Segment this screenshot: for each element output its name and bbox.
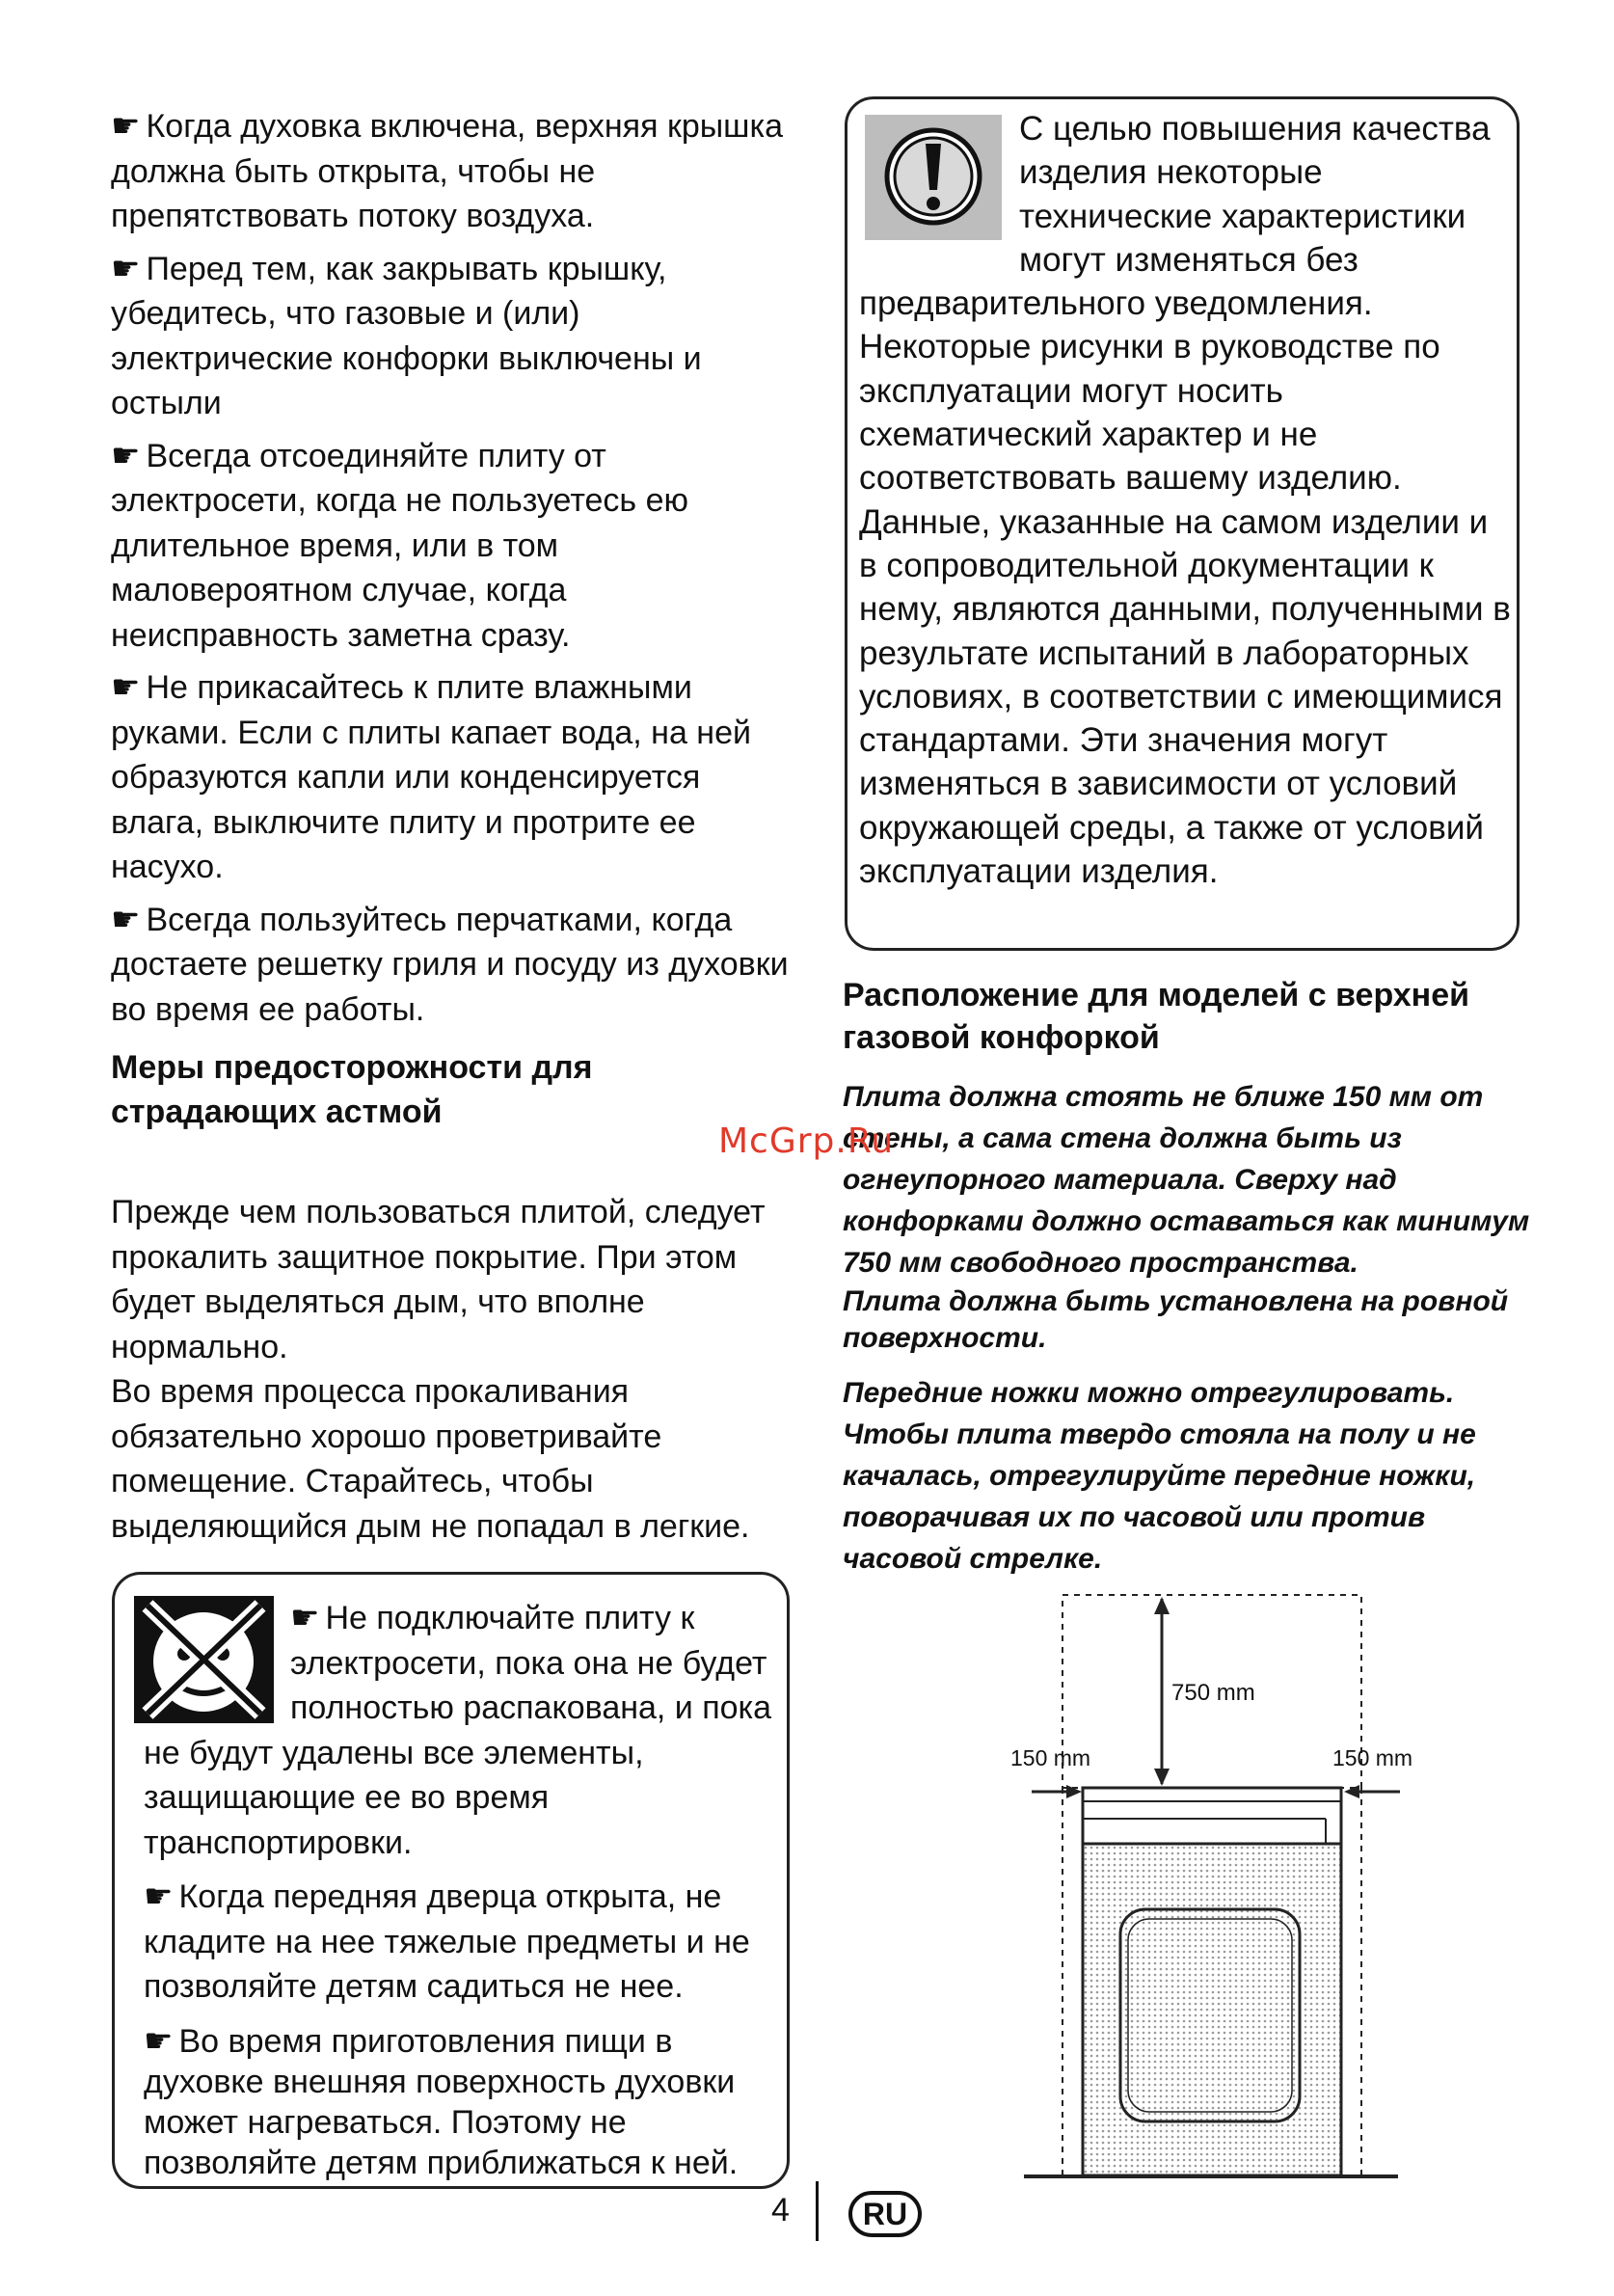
placement-heading: Расположение для моделей с верхней газовой конфоркой — [843, 977, 1470, 1056]
warning-bullet: ☛ Во время приготовления пищи в духовке внешняя поверхность духовки может нагреваться. Поэтому не позволяйте детям приближаться к ней. — [144, 2021, 739, 2181]
pointing-hand-icon: ☛ — [111, 900, 141, 939]
pointing-hand-icon: ☛ — [290, 1599, 320, 1637]
bullet-paragraph: ☛ Всегда отсоединяйте плиту от электросети, когда не пользуетесь ею длительное время, или в том маловероятном случае, когда неисправность заметна сразу. — [111, 436, 689, 654]
watermark: McGrp.Ru — [718, 1121, 895, 1161]
info-box — [845, 96, 1520, 951]
pointing-hand-icon: ☛ — [144, 2021, 174, 2061]
dimension-label-top: 750 mm — [1171, 1680, 1255, 1706]
info-text: С целью повышения качества изделия некоторые технические характеристики могут изменяться без предварительного уведомления. Некоторые рисунки в руководстве по эксплуатации могут носить схематический характер и не соответствовать вашему изделию. Данные, указанные на самом изделии и в сопроводительной документации к нему, являются данными, полученными в результате испытаний в лабораторных условиях, в соответствии с имеющимися стандартами. Эти значения могут изменяться в зависимости от условий окружающей среды, а также от условий эксплуатации изделия. — [859, 110, 1511, 891]
dimension-label-left: 150 mm — [1010, 1745, 1091, 1770]
pointing-hand-icon: ☛ — [111, 668, 141, 707]
footer-divider — [816, 2181, 819, 2241]
left-column — [111, 104, 795, 1556]
pointing-hand-icon: ☛ — [144, 1877, 174, 1916]
cooker-top — [1083, 1788, 1341, 1844]
asthma-paragraph-1: Прежде чем пользоваться плитой, следует прокалить защитное покрытие. При этом будет выделяться дым, что вполне нормально. — [111, 1194, 766, 1365]
pointing-hand-icon: ☛ — [111, 436, 141, 475]
placement-paragraph-2: Плита должна быть установлена на ровной поверхности. — [843, 1285, 1509, 1354]
warning-text — [144, 1596, 775, 2191]
warning-bullet: ☛ Когда передняя дверца открыта, не кладите на нее тяжелые предметы и не позволяйте детям садиться не нее. — [144, 1877, 750, 2005]
bullet-paragraph: ☛ Всегда пользуйтесь перчатками, когда достаете решетку гриля и посуду из духовки во время ее работы. — [111, 900, 789, 1028]
language-badge: RU — [848, 2191, 922, 2237]
asthma-heading: Меры предосторожности для страдающих астмой — [111, 1049, 593, 1130]
placement-paragraph-3: Передние ножки можно отрегулировать. Чтобы плита твердо стояла на полу и не качалась, отрегулируйте передние ножки, поворачивая их по часовой или против часовой стрелке. — [843, 1377, 1476, 1575]
bullet-paragraph: ☛ Перед тем, как закрывать крышку, убедитесь, что газовые и (или) электрические конфорки выключены и остыли — [111, 249, 702, 421]
warning-box — [112, 1572, 790, 2189]
bullet-paragraph: ☛ Когда духовка включена, верхняя крышка должна быть открыта, чтобы не препятствовать потоку воздуха. — [111, 107, 783, 234]
placement-paragraph-1: Плита должна стоять не ближе 150 мм от стены, а сама стена должна быть из огнеупорного материала. Сверху над конфорками должно оставаться как минимум 750 мм свободного пространства. — [843, 1081, 1530, 1279]
warning-bullet: ☛ Не подключайте плиту к электросети, пока она не будет полностью распакована, и пока не будут удалены все элементы, защищающие ее во время транспортировки. — [144, 1599, 772, 1861]
pointing-hand-icon: ☛ — [111, 249, 141, 288]
info-text-wrap — [859, 107, 1511, 893]
page-number: 4 — [771, 2192, 790, 2228]
asthma-paragraph-2: Во время процесса прокаливания обязательно хорошо проветривайте помещение. Старайтесь, чтобы выделяющийся дым не попадал в легкие. — [111, 1373, 750, 1545]
placement-section — [843, 974, 1537, 1580]
pointing-hand-icon: ☛ — [111, 107, 141, 146]
dimension-label-right: 150 mm — [1332, 1745, 1413, 1770]
bullet-paragraph: ☛ Не прикасайтесь к плите влажными руками. Если с плиты капает вода, на ней образуются капли или конденсируется влага, выключите плиту и протрите ее насухо. — [111, 668, 751, 885]
clearance-diagram — [1003, 1591, 1466, 2189]
